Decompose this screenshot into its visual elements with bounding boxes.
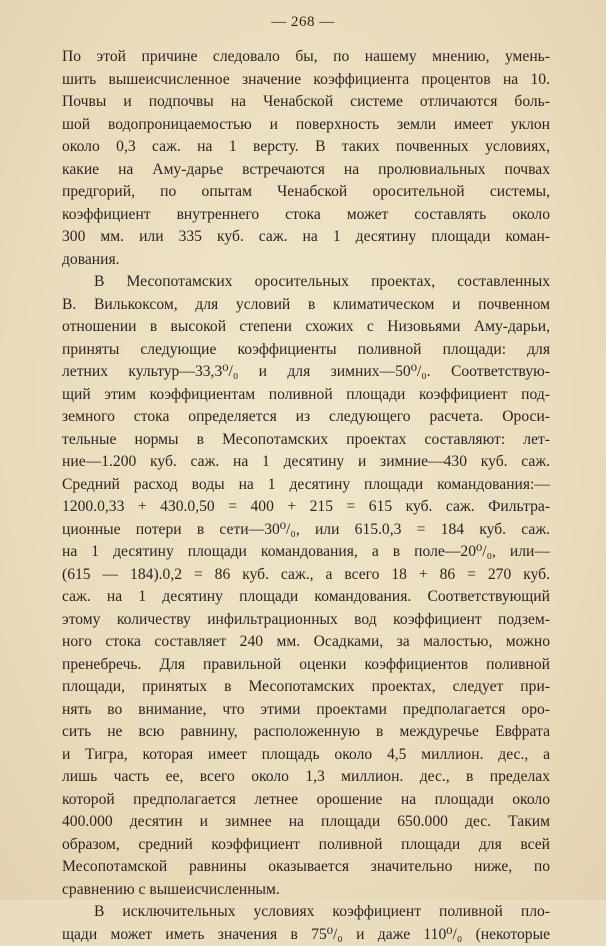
text-line: летних культур—33,3⁰/₀ и для зимних—50⁰/₀. Соответствую-	[62, 361, 550, 384]
text-line: земного стока определяется из следующего расчета. Ороси-	[62, 406, 550, 429]
text-line: приняты следующие коэффициенты поливной площади: для	[62, 339, 550, 362]
text-line: дования.	[62, 249, 550, 272]
text-line: 300 мм. или 335 куб. саж. на 1 десятину площади коман-	[62, 226, 550, 249]
text-line: Почвы и подпочвы на Ченабской системе отличаются боль-	[62, 91, 550, 114]
text-line: площади, принятых в Месопотамских проектах, следует при-	[62, 676, 550, 699]
text-line: (615 — 184).0,2 = 86 куб. саж., а всего 18 + 86 = 270 куб.	[62, 564, 550, 587]
text-line: 400.000 десятин и зимнее на площади 650.000 дес. Таким	[62, 811, 550, 834]
text-line: тельные нормы в Месопотамских проектах составляют: лет-	[62, 429, 550, 452]
text-line: сить не всю равнину, расположенную в междуречье Евфрата	[62, 721, 550, 744]
text-line: щий этим коэффициентам поливной площади коэффициент под-	[62, 384, 550, 407]
page-number: — 268 —	[0, 14, 606, 31]
text-line: на 1 десятину площади командования, а в поле—20⁰/₀, или—	[62, 541, 550, 564]
text-line: лишь часть ее, всего около 1,3 миллион. дес., в пределах	[62, 766, 550, 789]
paragraph-first-line: В исключительных условиях коэффициент поливной пло-	[62, 901, 550, 924]
text-line: 1200.0,33 + 430.0,50 = 400 + 215 = 615 куб. саж. Фильтра-	[62, 496, 550, 519]
text-line: которой предполагается летнее орошение на площади около	[62, 789, 550, 812]
text-line: ционные потери в сети—30⁰/₀, или 615.0,3 = 184 куб. саж.	[62, 519, 550, 542]
text-line: и Тигра, которая имеет площадь около 4,5 миллион. дес., а	[62, 744, 550, 767]
text-line: шить вышеисчисленное значение коэффициента процентов на 10.	[62, 69, 550, 92]
text-line: ного стока составляет 240 мм. Осадками, за малостью, можно	[62, 631, 550, 654]
text-line: образом, средний коэффициент поливной площади для всей	[62, 834, 550, 857]
text-line: предгорий, по опытам Ченабской оросительной системы,	[62, 181, 550, 204]
text-line: щади может иметь значения в 75⁰/₀ и даже 110⁰/₀ (некоторые	[62, 924, 550, 946]
text-line: около 0,3 саж. на 1 версту. В таких почвенных условиях,	[62, 136, 550, 159]
text-line: сравнению с вышеисчисленным.	[62, 879, 550, 902]
text-line: шой водопроницаемостью и поверхность земли имеет уклон	[62, 114, 550, 137]
text-line: пренебречь. Для правильной оценки коэффициентов поливной	[62, 654, 550, 677]
text-line: какие на Аму-дарье встречаются на пролювиальных почвах	[62, 159, 550, 182]
text-line: отношении в высокой степени схожих с Низовьями Аму-дарьи,	[62, 316, 550, 339]
text-line: Месопотамской равнины оказывается значительно ниже, по	[62, 856, 550, 879]
text-line: ние—1.200 куб. саж. на 1 десятину и зимние—430 куб. саж.	[62, 451, 550, 474]
body-text	[62, 46, 550, 946]
text-line: этому количеству инфильтрационных вод коэффициент подзем-	[62, 609, 550, 632]
text-line: По этой причине следовало бы, по нашему мнению, умень-	[62, 46, 550, 69]
text-line: Средний расход воды на 1 десятину площади командования:—	[62, 474, 550, 497]
text-line: коэффициент внутреннего стока может составлять около	[62, 204, 550, 227]
text-line: нять во внимание, что этими проектами предполагается оро-	[62, 699, 550, 722]
text-line: саж. на 1 десятину площади командования. Соответствующий	[62, 586, 550, 609]
text-line: В. Вилькоксом, для условий в климатическом и почвенном	[62, 294, 550, 317]
paragraph-first-line: В Месопотамских оросительных проектах, составленных	[62, 271, 550, 294]
